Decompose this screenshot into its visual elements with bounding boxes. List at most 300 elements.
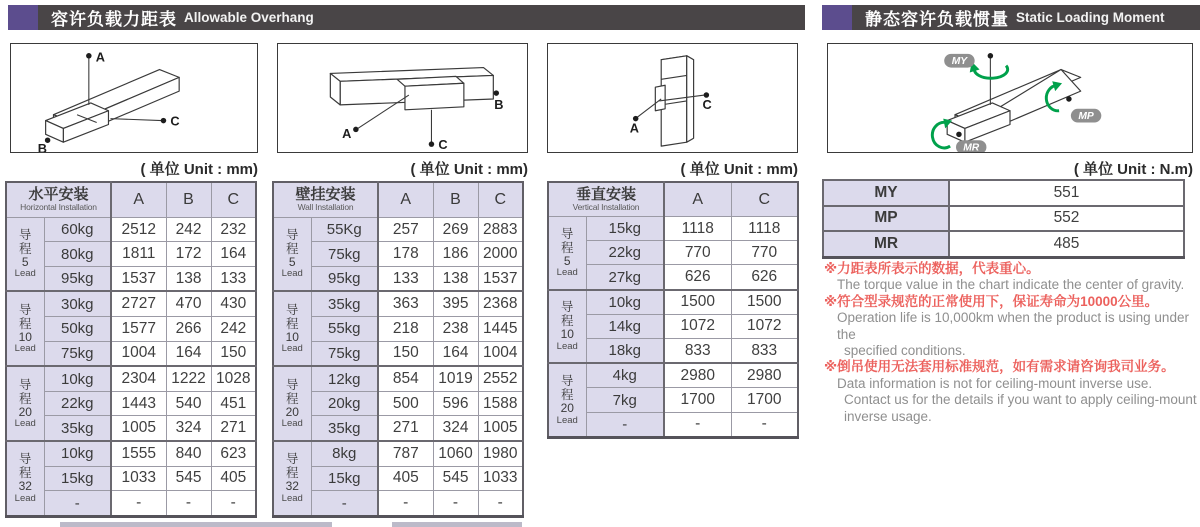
load-cell: 35kg [311, 291, 378, 316]
value-cell: - [166, 491, 211, 517]
note-line: Data information is not for ceiling-mount inverse use. [837, 375, 1153, 391]
lead-en-label: Lead [281, 343, 303, 355]
note-line: ※力距表所表示的数据，代表重心。 [824, 261, 1040, 276]
lead-stack [274, 228, 311, 280]
value-cell: 470 [166, 291, 211, 316]
moment-label-mp: MP [1078, 111, 1094, 123]
table-row [548, 338, 798, 363]
value-cell: 186 [433, 242, 478, 267]
load-cell: 30kg [44, 291, 111, 316]
lead-stack [274, 452, 311, 504]
load-cell: 50kg [44, 317, 111, 342]
column-header-a: A [111, 182, 166, 217]
value-cell: 242 [211, 317, 256, 342]
value-cell: 1700 [731, 388, 798, 412]
value-cell: 1577 [111, 317, 166, 342]
table-row [6, 416, 256, 441]
lead-char: 导 [560, 226, 574, 241]
value-cell: 770 [731, 241, 798, 265]
table-row [273, 217, 523, 242]
value-cell: 1500 [664, 290, 731, 315]
lead-char: 导 [285, 452, 299, 467]
point-label-c: C [438, 137, 448, 152]
lead-number: 5 [21, 255, 29, 270]
note-line: Operation life is 10,000km when the product is using under the [837, 310, 1189, 342]
value-cell: 1700 [664, 388, 731, 412]
lead-char: 程 [18, 242, 32, 257]
value-cell: 172 [166, 242, 211, 267]
note-line: inverse usage. [844, 408, 932, 424]
table-row [823, 180, 1184, 206]
load-cell: 12kg [311, 366, 378, 391]
section-header-moment [822, 5, 1200, 30]
table-row [6, 266, 256, 291]
value-cell: 1443 [111, 391, 166, 416]
table-row [6, 317, 256, 342]
load-cell: 8kg [311, 441, 378, 466]
lead-stack [549, 300, 586, 352]
lead-char: 导 [18, 377, 32, 392]
value-cell: 2000 [478, 242, 523, 267]
lead-cell [273, 441, 311, 517]
lead-number: 10 [560, 327, 574, 342]
table-row [273, 291, 523, 316]
installation-header-cell [548, 182, 664, 217]
lead-number: 10 [285, 329, 299, 344]
lead-char: 导 [18, 228, 32, 243]
value-cell: 596 [433, 391, 478, 416]
value-cell: 1445 [478, 317, 523, 342]
load-cell: - [311, 491, 378, 517]
value-cell: 257 [378, 217, 433, 242]
value-cell: 1005 [111, 416, 166, 441]
load-cell: 75kg [311, 242, 378, 267]
unit-label-mm: ( 单位 Unit : mm) [410, 161, 528, 178]
load-cell: - [586, 412, 664, 437]
value-cell: 133 [211, 266, 256, 291]
load-cell: 95kg [44, 266, 111, 291]
section-title-en: Allowable Overhang [184, 10, 314, 25]
value-cell: 1537 [111, 266, 166, 291]
value-cell: 324 [433, 416, 478, 441]
table-horizontal-installation [5, 181, 255, 518]
value-cell: 626 [731, 265, 798, 290]
point-label-a: A [342, 126, 352, 142]
value-cell: 232 [211, 217, 256, 242]
value-cell: 1072 [731, 314, 798, 338]
load-cell: 60kg [44, 217, 111, 242]
value-cell: 2304 [111, 366, 166, 391]
value-cell: 133 [378, 266, 433, 291]
value-cell: 218 [378, 317, 433, 342]
lead-char: 程 [560, 388, 574, 403]
installation-header-cell [6, 182, 111, 217]
moment-label-cell: MR [823, 231, 949, 257]
value-cell: - [731, 412, 798, 437]
table-row [6, 242, 256, 267]
value-cell: 1028 [211, 366, 256, 391]
cutoff-fragment [60, 522, 332, 527]
point-label-b: B [494, 96, 504, 112]
moment-value-cell: 551 [949, 180, 1184, 206]
table-row [548, 412, 798, 437]
value-cell: 238 [433, 317, 478, 342]
lead-char: 导 [560, 300, 574, 315]
value-cell: - [664, 412, 731, 437]
header-row [6, 182, 256, 217]
moment-label-cell: MP [823, 206, 949, 232]
installation-header-zh: 水平安装 [28, 185, 89, 203]
value-cell: 451 [211, 391, 256, 416]
lead-cell [548, 363, 586, 437]
value-cell: 1118 [664, 217, 731, 241]
lead-char: 导 [285, 302, 299, 317]
value-cell: 1019 [433, 366, 478, 391]
load-cell: 75kg [311, 341, 378, 366]
moment-table [822, 179, 1185, 259]
load-cell: 14kg [586, 314, 664, 338]
value-cell: 1811 [111, 242, 166, 267]
table-static-loading-moment [822, 179, 1183, 259]
table-row [273, 391, 523, 416]
lead-cell [6, 366, 44, 441]
table-row [6, 291, 256, 316]
lead-en-label: Lead [14, 343, 36, 355]
value-cell: 1060 [433, 441, 478, 466]
value-cell: 242 [166, 217, 211, 242]
purple-accent-square [8, 5, 38, 30]
lead-en-label: Lead [14, 268, 36, 280]
moment-label-cell: MY [823, 180, 949, 206]
installation-header-zh: 壁挂安装 [295, 185, 356, 203]
load-cell: 4kg [586, 363, 664, 388]
value-cell: 2883 [478, 217, 523, 242]
diagram-static-loading-moment [827, 43, 1193, 153]
load-cell: 55Kg [311, 217, 378, 242]
point-label-b: B [37, 140, 48, 152]
value-cell: 2727 [111, 291, 166, 316]
lead-cell [6, 441, 44, 517]
lead-number: 20 [18, 404, 32, 419]
table-row [548, 217, 798, 241]
load-cell: 75kg [44, 341, 111, 366]
header-row [548, 182, 798, 217]
diagram-horizontal-installation [10, 43, 258, 153]
lead-char: 程 [285, 391, 299, 406]
table-vertical-installation [547, 181, 797, 439]
value-cell: 1118 [731, 217, 798, 241]
point-label-a: A [629, 120, 640, 136]
footnotes [824, 261, 1200, 425]
table-row [823, 206, 1184, 232]
column-header-c: C [211, 182, 256, 217]
unit-label-mm: ( 单位 Unit : mm) [680, 161, 798, 178]
value-cell: 1500 [731, 290, 798, 315]
lead-number: 5 [563, 253, 571, 268]
lead-en-label: Lead [14, 492, 36, 504]
point-label-a: A [95, 49, 105, 65]
value-cell: 2552 [478, 366, 523, 391]
table-row [6, 466, 256, 491]
table-row [273, 491, 523, 517]
value-cell: 2512 [111, 217, 166, 242]
column-header-c: C [731, 182, 798, 217]
lead-number: 10 [18, 329, 32, 344]
load-cell: 22kg [586, 241, 664, 265]
column-header-a: A [664, 182, 731, 217]
lead-cell [273, 291, 311, 366]
value-cell: 363 [378, 291, 433, 316]
column-header-b: B [166, 182, 211, 217]
installation-header-en: Vertical Installation [572, 202, 640, 213]
value-cell: 1555 [111, 441, 166, 466]
moment-value-cell: 552 [949, 206, 1184, 232]
value-cell: 395 [433, 291, 478, 316]
column-header-b: B [433, 182, 478, 217]
installation-header-cell [273, 182, 378, 217]
value-cell: 1033 [478, 466, 523, 491]
value-cell: 1222 [166, 366, 211, 391]
point-label-c: C [702, 96, 712, 112]
lead-stack [7, 228, 44, 280]
value-cell: - [433, 491, 478, 517]
value-cell: 164 [166, 341, 211, 366]
value-cell: 854 [378, 366, 433, 391]
value-cell: 178 [378, 242, 433, 267]
lead-char: 导 [18, 452, 32, 467]
table-row [548, 241, 798, 265]
purple-accent-square [822, 5, 852, 30]
vertical-rail-drawing [548, 44, 797, 152]
value-cell: 1980 [478, 441, 523, 466]
horizontal-rail-drawing [11, 44, 257, 152]
value-cell: 623 [211, 441, 256, 466]
note-line: specified conditions. [844, 343, 966, 359]
lead-en-label: Lead [556, 267, 578, 279]
moment-label-my: MY [951, 56, 968, 68]
value-cell: 405 [378, 466, 433, 491]
value-cell: 150 [378, 341, 433, 366]
cutoff-fragment [392, 522, 522, 527]
load-cell: - [44, 491, 111, 517]
moment-label-mr: MR [963, 142, 980, 152]
horizontal-installation-table [5, 181, 257, 518]
lead-en-label: Lead [14, 417, 36, 429]
table-row [6, 391, 256, 416]
table-row [6, 441, 256, 466]
value-cell: 271 [378, 416, 433, 441]
table-row [273, 266, 523, 291]
load-cell: 10kg [44, 441, 111, 466]
lead-en-label: Lead [556, 340, 578, 352]
value-cell: - [111, 491, 166, 517]
lead-number: 5 [288, 255, 296, 270]
load-cell: 18kg [586, 338, 664, 363]
note-line: ※符合型录规范的正常使用下，保证寿命为10000公里。 [824, 293, 1159, 309]
diagram-wall-installation [277, 43, 528, 153]
table-row [548, 265, 798, 290]
value-cell: 150 [211, 341, 256, 366]
note-line: ※倒吊使用无法套用标准规范，如有需求请咨询我司业务。 [824, 359, 1175, 375]
lead-number: 32 [285, 479, 299, 494]
table-row [6, 491, 256, 517]
load-cell: 22kg [44, 391, 111, 416]
value-cell: 833 [664, 338, 731, 363]
value-cell: 2368 [478, 291, 523, 316]
lead-en-label: Lead [281, 417, 303, 429]
value-cell: 271 [211, 416, 256, 441]
table-row [273, 317, 523, 342]
table-row [548, 290, 798, 315]
value-cell: 540 [166, 391, 211, 416]
lead-stack [274, 303, 311, 355]
lead-char: 程 [18, 466, 32, 481]
table-row [273, 416, 523, 441]
table-row [273, 466, 523, 491]
value-cell: 269 [433, 217, 478, 242]
column-header-a: A [378, 182, 433, 217]
lead-char: 程 [285, 316, 299, 331]
note-line: Contact us for the details if you want to apply ceiling-mount [844, 392, 1197, 408]
table-row [548, 388, 798, 412]
value-cell: 1004 [478, 341, 523, 366]
section-title-zh: 静态容许负载惯量 [865, 10, 1009, 29]
value-cell: 770 [664, 241, 731, 265]
value-cell: 2980 [731, 363, 798, 388]
lead-char: 导 [560, 374, 574, 389]
lead-char: 程 [18, 391, 32, 406]
lead-stack [7, 378, 44, 430]
value-cell: 2980 [664, 363, 731, 388]
lead-en-label: Lead [281, 268, 303, 280]
diagram-vertical-installation [547, 43, 798, 153]
table-row [273, 366, 523, 391]
load-cell: 35kg [44, 416, 111, 441]
lead-en-label: Lead [281, 492, 303, 504]
value-cell: 138 [433, 266, 478, 291]
table-row [273, 242, 523, 267]
lead-number: 20 [285, 404, 299, 419]
load-cell: 27kg [586, 265, 664, 290]
load-cell: 55kg [311, 317, 378, 342]
installation-header-en: Wall Installation [297, 202, 354, 213]
value-cell: 405 [211, 466, 256, 491]
section-title-zh: 容许负载力距表 [51, 10, 177, 29]
table-row [6, 366, 256, 391]
lead-cell [6, 217, 44, 291]
table-row [273, 341, 523, 366]
lead-stack [549, 374, 586, 426]
moment-value-cell: 485 [949, 231, 1184, 257]
value-cell: 545 [166, 466, 211, 491]
lead-number: 20 [560, 401, 574, 416]
point-label-c: C [170, 113, 180, 129]
value-cell: 626 [664, 265, 731, 290]
load-cell: 35kg [311, 416, 378, 441]
load-cell: 15kg [586, 217, 664, 241]
load-cell: 15kg [44, 466, 111, 491]
load-cell: 15kg [311, 466, 378, 491]
value-cell: 266 [166, 317, 211, 342]
table-row [6, 217, 256, 242]
installation-header-en: Horizontal Installation [20, 202, 97, 213]
value-cell: 545 [433, 466, 478, 491]
value-cell: 1072 [664, 314, 731, 338]
load-cell: 10kg [586, 290, 664, 315]
header-row [273, 182, 523, 217]
value-cell: - [211, 491, 256, 517]
value-cell: 430 [211, 291, 256, 316]
section-header-overhang [8, 5, 805, 30]
lead-cell [548, 217, 586, 290]
value-cell: 840 [166, 441, 211, 466]
value-cell: - [478, 491, 523, 517]
load-cell: 20kg [311, 391, 378, 416]
value-cell: 1005 [478, 416, 523, 441]
installation-header-zh: 垂直安装 [575, 185, 636, 203]
lead-char: 导 [285, 228, 299, 243]
lead-number: 32 [18, 479, 32, 494]
load-cell: 7kg [586, 388, 664, 412]
lead-cell [548, 290, 586, 364]
unit-label-mm: ( 单位 Unit : mm) [140, 161, 258, 178]
value-cell: 500 [378, 391, 433, 416]
value-cell: 164 [433, 341, 478, 366]
lead-char: 程 [560, 314, 574, 329]
unit-label-nm: ( 单位 Unit : N.m) [1073, 161, 1193, 178]
value-cell: 1004 [111, 341, 166, 366]
lead-char: 导 [285, 377, 299, 392]
wall-rail-drawing [278, 44, 527, 152]
value-cell: 787 [378, 441, 433, 466]
section-title-en: Static Loading Moment [1016, 10, 1165, 25]
table-row [548, 314, 798, 338]
value-cell: - [378, 491, 433, 517]
value-cell: 1033 [111, 466, 166, 491]
table-row [273, 441, 523, 466]
lead-cell [6, 291, 44, 366]
value-cell: 1588 [478, 391, 523, 416]
value-cell: 164 [211, 242, 256, 267]
load-cell: 80kg [44, 242, 111, 267]
moment-rail-drawing [828, 44, 1192, 152]
lead-char: 导 [18, 302, 32, 317]
lead-char: 程 [285, 466, 299, 481]
value-cell: 1537 [478, 266, 523, 291]
lead-stack [549, 227, 586, 279]
wall-installation-table [272, 181, 524, 518]
load-cell: 10kg [44, 366, 111, 391]
value-cell: 833 [731, 338, 798, 363]
lead-char: 程 [560, 240, 574, 255]
vertical-installation-table [547, 181, 799, 439]
lead-stack [7, 452, 44, 504]
table-row [6, 341, 256, 366]
table-row [548, 363, 798, 388]
lead-stack [7, 303, 44, 355]
lead-stack [274, 378, 311, 430]
column-header-c: C [478, 182, 523, 217]
lead-cell [273, 366, 311, 441]
lead-en-label: Lead [556, 414, 578, 426]
load-cell: 95kg [311, 266, 378, 291]
table-wall-installation [272, 181, 522, 518]
value-cell: 138 [166, 266, 211, 291]
table-row [823, 231, 1184, 257]
lead-char: 程 [285, 242, 299, 257]
note-line: The torque value in the chart indicate the center of gravity. [837, 277, 1185, 293]
lead-cell [273, 217, 311, 291]
